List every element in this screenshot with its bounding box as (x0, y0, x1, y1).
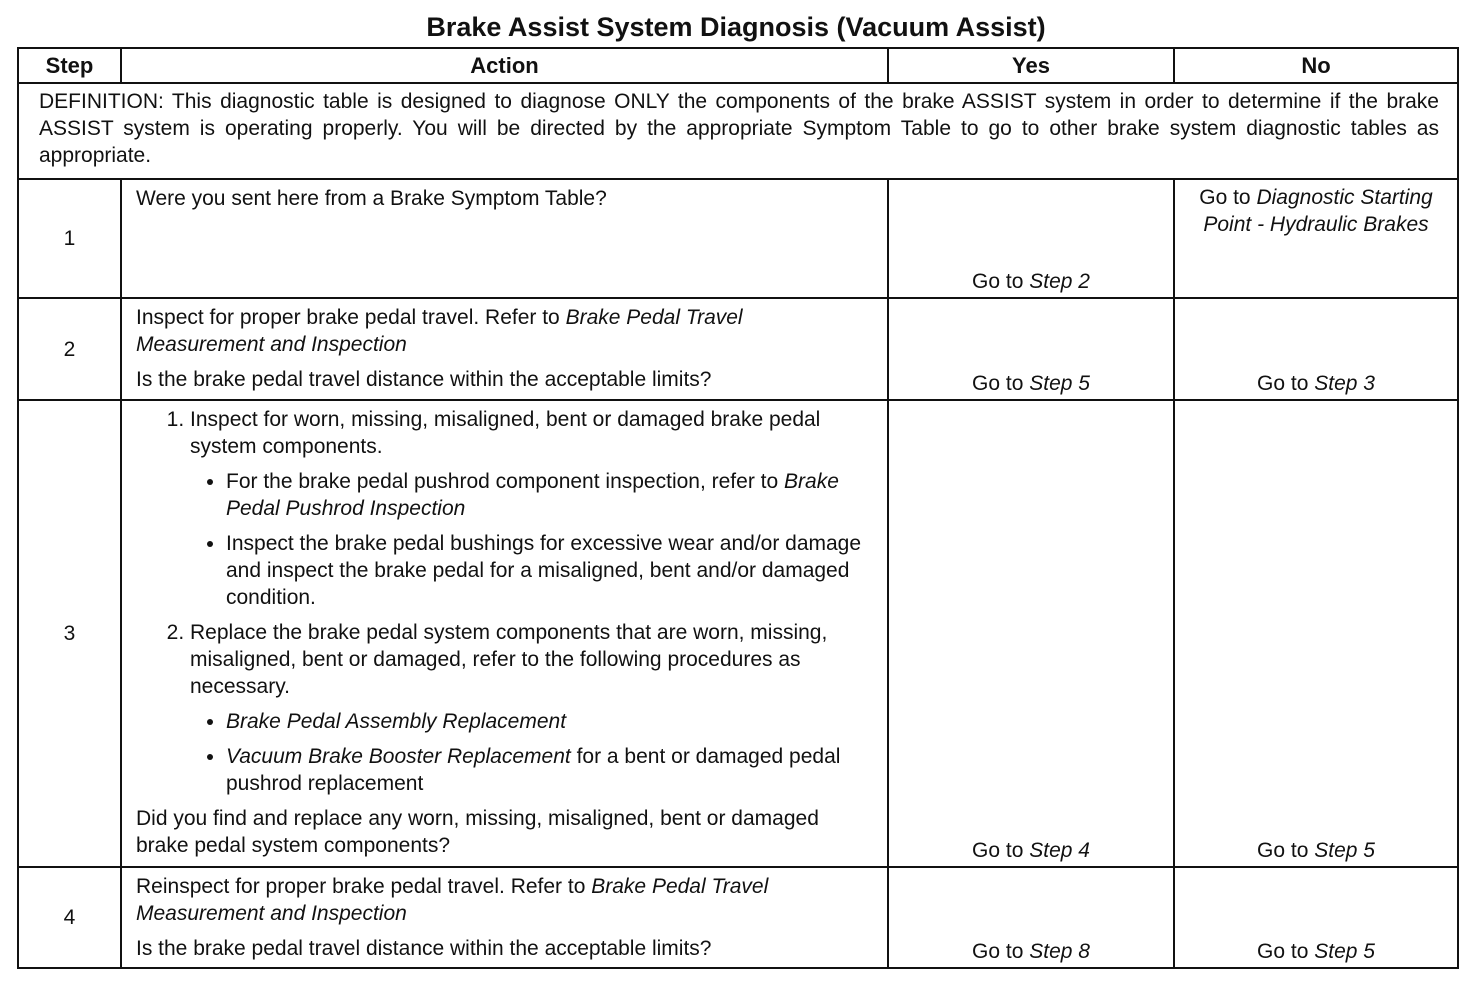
reference-link[interactable]: Brake Pedal Travel Measurement and Inspection (136, 875, 769, 925)
item-text: Inspect the brake pedal bushings for excessive wear and/or damage and inspect the brake pedal for a misaligned, bent and/or damaged condition. (226, 532, 862, 609)
list-item (226, 708, 875, 735)
instruction-text (136, 304, 875, 358)
yes-cell (888, 179, 1174, 298)
header-yes: Yes (888, 48, 1174, 83)
reference-link[interactable]: Brake Pedal Travel Measurement and Inspection (136, 306, 743, 356)
table-row (18, 400, 1458, 867)
yes-cell (888, 298, 1174, 400)
go-to-label: Go to (1257, 940, 1309, 963)
no-cell (1174, 867, 1458, 968)
page-title: Brake Assist System Diagnosis (Vacuum Assist) (426, 12, 1046, 42)
yes-target-link[interactable]: Step 4 (1029, 839, 1090, 862)
no-cell (1174, 400, 1458, 867)
yes-cell (888, 400, 1174, 867)
yes-target-link[interactable]: Step 8 (1029, 940, 1090, 963)
action-cell (121, 867, 888, 968)
header-no: No (1174, 48, 1458, 83)
no-target-link[interactable]: Step 5 (1314, 940, 1375, 963)
item-text: For the brake pedal pushrod component inspection, refer to (226, 470, 779, 493)
reference-link[interactable]: Vacuum Brake Booster Replacement (226, 745, 571, 768)
instruction-label: Reinspect for proper brake pedal travel. Refer to (136, 875, 586, 898)
no-cell (1174, 179, 1458, 298)
go-to-label: Go to (1199, 186, 1251, 209)
no-target-link[interactable]: Diagnostic Starting Point - Hydraulic Brakes (1203, 186, 1433, 236)
no-target-link[interactable]: Step 5 (1314, 839, 1375, 862)
table-row (18, 867, 1458, 968)
question-text: Did you find and replace any worn, missing, misaligned, bent or damaged brake pedal system components? (136, 807, 819, 857)
header-row (18, 48, 1458, 83)
action-cell (121, 298, 888, 400)
question-text: Were you sent here from a Brake Symptom Table? (136, 187, 607, 210)
question-text: Is the brake pedal travel distance within the acceptable limits? (136, 937, 712, 960)
go-to-label: Go to (972, 372, 1024, 395)
sub-list (190, 708, 875, 797)
action-cell (121, 179, 888, 298)
yes-cell (888, 867, 1174, 968)
reference-link[interactable]: Brake Pedal Pushrod Inspection (226, 470, 839, 520)
step-number: 1 (18, 179, 121, 298)
question-text: Is the brake pedal travel distance within the acceptable limits? (136, 368, 712, 391)
step-number: 2 (18, 298, 121, 400)
procedure-list (136, 406, 875, 797)
step-number: 3 (18, 400, 121, 867)
table-row (18, 179, 1458, 298)
item-text: for a bent or damaged pedal pushrod replacement (226, 745, 841, 795)
diagnosis-table (17, 47, 1459, 969)
no-cell (1174, 298, 1458, 400)
action-cell (121, 400, 888, 867)
definition-row (18, 83, 1458, 179)
header-action: Action (121, 48, 888, 83)
table-row (18, 298, 1458, 400)
go-to-label: Go to (1257, 839, 1309, 862)
list-item (190, 619, 875, 797)
reference-link[interactable]: Brake Pedal Assembly Replacement (226, 710, 567, 733)
step-number: 4 (18, 867, 121, 968)
go-to-label: Go to (972, 940, 1024, 963)
list-item (226, 743, 875, 797)
item-text: Inspect for worn, missing, misaligned, bent or damaged brake pedal system components. (190, 408, 821, 458)
list-item (226, 468, 875, 522)
instruction-label: Inspect for proper brake pedal travel. Refer to (136, 306, 560, 329)
yes-target-link[interactable]: Step 5 (1029, 372, 1090, 395)
header-step: Step (18, 48, 121, 83)
go-to-label: Go to (972, 839, 1024, 862)
yes-target-link[interactable]: Step 2 (1029, 270, 1090, 293)
go-to-label: Go to (972, 270, 1024, 293)
item-text: Replace the brake pedal system components that are worn, missing, misaligned, bent or damaged, refer to the following procedures as necessary. (190, 621, 828, 698)
go-to-label: Go to (1257, 372, 1309, 395)
sub-list (190, 468, 875, 611)
instruction-text (136, 873, 875, 927)
definition-text: DEFINITION: This diagnostic table is designed to diagnose ONLY the components of the brake ASSIST system in order to determine if the brake ASSIST system is operating properly. You will be directed by the appropriate Symptom Table to go to other brake system diagnostic tables as appropriate. (18, 83, 1458, 179)
list-item (190, 406, 875, 611)
no-target-link[interactable]: Step 3 (1314, 372, 1375, 395)
list-item (226, 530, 875, 611)
